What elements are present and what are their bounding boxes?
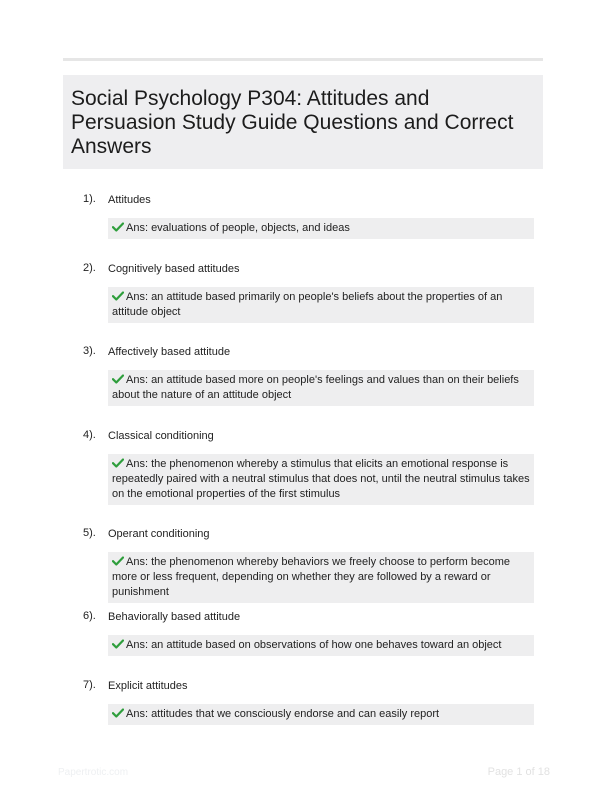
- question-number: 7).: [83, 679, 96, 691]
- answer-box: [108, 287, 534, 323]
- answer-text: Ans: the phenomenon whereby a stimulus that elicits an emotional response is repeatedly paired with a neutral stimulus that does not, until the neutral stimulus takes on the emotional properties of the first stimulus: [112, 458, 530, 500]
- answer-text: Ans: an attitude based primarily on people's beliefs about the properties of an attitude object: [112, 291, 503, 318]
- answer-box: [108, 370, 534, 406]
- question-term: Attitudes: [108, 194, 151, 206]
- check-icon: [112, 708, 124, 718]
- top-divider: [63, 58, 543, 61]
- check-icon: [112, 458, 124, 468]
- answer-box: [108, 635, 534, 656]
- answer-box: [108, 552, 534, 603]
- check-icon: [112, 556, 124, 566]
- page-title: Social Psychology P304: Attitudes and Persuasion Study Guide Questions and Correct Answers: [71, 87, 514, 158]
- answer-box: [108, 704, 534, 725]
- check-icon: [112, 291, 124, 301]
- answer-box: [108, 218, 534, 239]
- question-term: Explicit attitudes: [108, 680, 188, 692]
- question-term: Cognitively based attitudes: [108, 263, 240, 275]
- check-icon: [112, 639, 124, 649]
- answer-text: Ans: an attitude based on observations of how one behaves toward an object: [126, 639, 502, 651]
- check-icon: [112, 374, 124, 384]
- footer-watermark: Papertrotic.com: [58, 767, 129, 778]
- question-term: Operant conditioning: [108, 528, 210, 540]
- check-icon: [112, 222, 124, 232]
- title-box: [63, 75, 543, 169]
- question-term: Classical conditioning: [108, 430, 214, 442]
- answer-text: Ans: evaluations of people, objects, and ideas: [126, 222, 350, 234]
- question-number: 1).: [83, 193, 96, 205]
- question-number: 4).: [83, 429, 96, 441]
- answer-text: Ans: an attitude based more on people's feelings and values than on their beliefs about the nature of an attitude object: [112, 374, 519, 401]
- question-number: 5).: [83, 527, 96, 539]
- answer-box: [108, 454, 534, 505]
- question-number: 2).: [83, 262, 96, 274]
- answer-text: Ans: the phenomenon whereby behaviors we freely choose to perform become more or less frequent, depending on whether they are followed by a reward or punishment: [112, 556, 510, 598]
- question-number: 6).: [83, 610, 96, 622]
- question-number: 3).: [83, 345, 96, 357]
- question-term: Affectively based attitude: [108, 346, 231, 358]
- page-number: Page 1 of 18: [487, 766, 550, 778]
- answer-text: Ans: attitudes that we consciously endorse and can easily report: [126, 708, 440, 720]
- question-term: Behaviorally based attitude: [108, 611, 241, 623]
